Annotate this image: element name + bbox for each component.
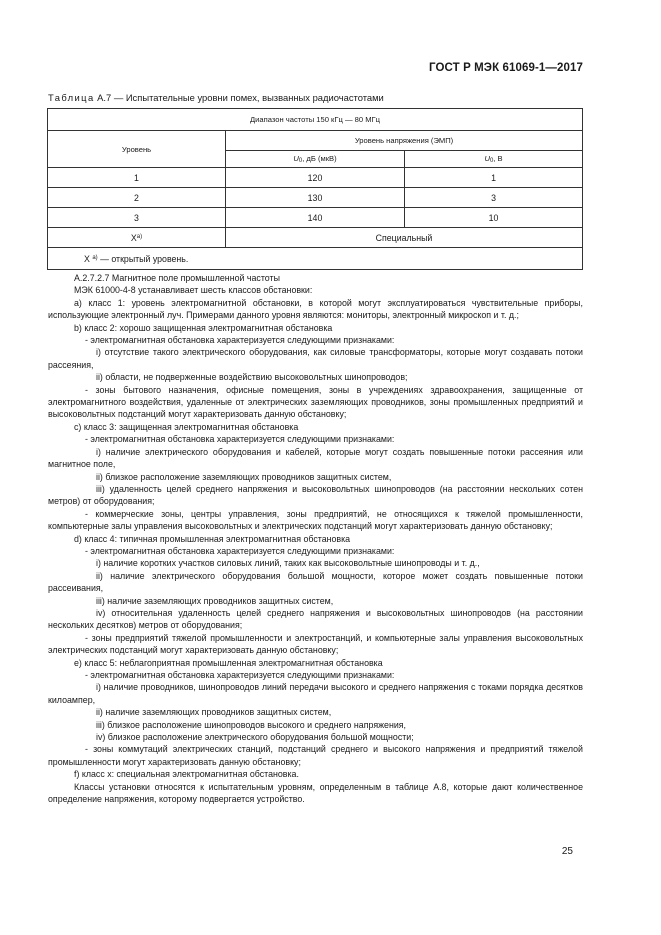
level-cell-x [48,228,226,248]
dash-item: - зоны коммутаций электрических станций, подстанций среднего и высокого напряжения и предприятий тяжелой промышленности могут характеризовать данную обстановку; [48,744,583,767]
class-item: а) класс 1: уровень электромагнитной обстановки, в которой могут эксплуатироваться чувствительные приборы, использующие электронный луч. Примерами данного уровня являются: мониторы, электронный микроскоп и т. д.; [48,297,583,321]
roman-item: ii) наличие заземляющих проводников защитных систем, [96,707,332,718]
db-cell: 120 [226,168,405,188]
class-item: d) класс 4: типичная промышленная электромагнитная обстановка [74,533,351,544]
roman-item: i) наличие электрического оборудования и кабелей, которые могут создать повышенные потоки рассеяния или магнитное поле, [48,446,583,470]
db-u-symbol: U [293,154,299,163]
volt-u-subscript: 0 [489,158,494,164]
volt-unit: , В [493,154,503,163]
level-x-text: X [130,232,137,243]
db-cell: 130 [226,188,405,208]
roman-item: i) наличие коротких участков силовых линий, таких как высоковольтные шинопроводы и т. д., [96,558,480,569]
page-number: 25 [561,846,573,857]
footnote-x: X [84,253,90,264]
class-item: е) класс 5: неблагоприятная промышленная электромагнитная обстановка [74,657,383,668]
dash-item: - электромагнитная обстановка характеризуется следующими признаками: [85,335,395,346]
volt-cell: 1 [405,168,583,188]
freq-range-header: Диапазон частоты 150 кГц — 80 МГц [48,109,583,131]
dash-item: - зоны предприятий тяжелой промышленности и электростанций, и компьютерные залы управления высоковольтных электрических подстанций могут характеризовать данную обстановку; [48,632,583,656]
level-column-header: Уровень [48,131,226,168]
roman-item: ii) наличие электрического оборудования большой мощности, которое может создать повышенные потоки рассеивания, [48,570,583,594]
class-item: с) класс 3: защищенная электромагнитная обстановка [74,421,299,432]
db-column-header [226,151,405,168]
level-cell: 1 [48,168,226,188]
level-x-footnote-mark: а) [136,233,143,240]
paragraph: МЭК 61000-4-8 устанавливает шесть классов обстановки: [74,285,313,296]
roman-item: ii) области, не подверженные воздействию высоковольтных шинопроводов; [96,372,408,383]
body-text [48,272,583,805]
table-row-special [48,228,583,248]
dash-item: - зоны бытового назначения, офисные помещения, зоны в учреждениях здравоохранения, защищенные от электромагнитного воздействия, удаленные от электрических заземляющих проводников, зоны промышленных предприятий и высоковольтных подстанций могут характеризовать данную обстановку; [48,384,583,420]
footnote-text: — открытый уровень. [97,253,189,264]
dash-item: - электромагнитная обстановка характеризуется следующими признаками: [85,545,395,556]
roman-item: iii) удаленность целей среднего напряжения и высоковольтных шинопроводов (на расстоянии нескольких сотен метров) от оборудования; [48,483,583,507]
voltage-column-header: Уровень напряжения (ЭМП) [226,131,583,151]
dash-item: - электромагнитная обстановка характеризуется следующими признаками: [85,670,395,680]
special-level-cell: Специальный [226,228,583,248]
dash-item: - коммерческие зоны, центры управления, зоны предприятий, не относящихся к тяжелой промышленности, компьютерные залы управления высоковольтных и электрических подстанций могут характеризовать данную обстановку; [48,508,583,532]
class-item: b) класс 2: хорошо защищенная электромагнитная обстановка [74,322,333,333]
interference-levels-table [47,108,583,270]
level-cell: 2 [48,188,226,208]
roman-item: ii) близкое расположение заземляющих проводников защитных систем, [96,471,392,482]
section-heading: А.2.7.2.7 Магнитное поле промышленной частоты [74,273,280,283]
table-caption [48,92,384,103]
paragraph: Классы установки относятся к испытательным уровням, определенным в таблице А.8, которые дают количественное определение напряжения, которому подвергается устройство. [48,781,583,805]
roman-item: i) наличие проводников, шинопроводов линий передачи высокого и среднего напряжения с токами порядка десятков килоампер, [48,682,583,705]
table-row [48,168,583,188]
roman-item: iii) наличие заземляющих проводников защитных систем, [96,595,334,606]
volt-column-header [405,151,583,168]
table-row [48,188,583,208]
volt-cell: 3 [405,188,583,208]
roman-item: iv) относительная удаленность целей среднего напряжения и высоковольтных шинопроводов (на расстоянии нескольких десятков) метров от оборудования; [48,607,583,631]
table-footnote [48,248,583,270]
class-item: f) класс х: специальная электромагнитная обстановка. [74,769,299,780]
level-cell: 3 [48,208,226,228]
roman-item: iii) близкое расположение шинопроводов высокого и среднего напряжения, [96,719,407,730]
footnote-mark: а) [92,254,98,261]
table-caption-text: А.7 — Испытательные уровни помех, вызванных радиочастотами [94,92,384,103]
volt-cell: 10 [405,208,583,228]
dash-item: - электромагнитная обстановка характеризуется следующими признаками: [85,434,395,445]
volt-u-symbol: U [484,154,490,163]
roman-item: i) отсутствие такого электрического оборудования, как силовые трансформаторы, которые могут создавать потоки рассеяния, [48,347,583,370]
standard-header: ГОСТ Р МЭК 61069-1—2017 [429,62,583,74]
roman-item: iv) близкое расположение электрического оборудования большой мощности; [96,732,414,743]
table-caption-word: Таблица [48,92,95,103]
db-u-subscript: 0 [298,158,303,164]
db-cell: 140 [226,208,405,228]
table-row [48,208,583,228]
db-unit: , дБ (мкВ) [302,154,337,163]
